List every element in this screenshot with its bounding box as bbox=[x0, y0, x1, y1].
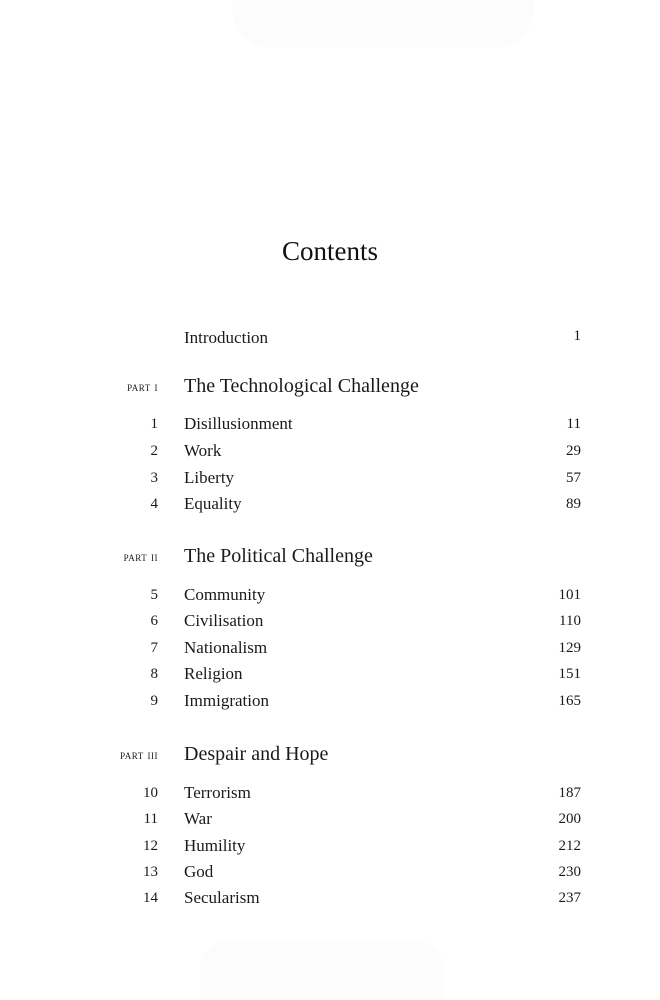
chapter-number: 1 bbox=[150, 416, 158, 432]
toc-entry[interactable] bbox=[0, 691, 660, 715]
chapter-number: 5 bbox=[150, 587, 158, 603]
entry-page: 89 bbox=[566, 496, 581, 512]
part-title: The Political Challenge bbox=[184, 545, 373, 567]
entry-label: Work bbox=[184, 441, 222, 460]
chapter-number: 12 bbox=[143, 838, 158, 854]
toc-entry[interactable] bbox=[0, 888, 660, 912]
toc-entry[interactable] bbox=[0, 638, 660, 662]
entry-label: God bbox=[184, 862, 214, 881]
chapter-number: 6 bbox=[150, 613, 158, 629]
chapter-number: 9 bbox=[150, 693, 158, 709]
page-smudge-top bbox=[232, 0, 534, 48]
entry-page: 57 bbox=[566, 470, 581, 486]
part-heading bbox=[0, 375, 660, 399]
part-label: part iii bbox=[120, 747, 158, 762]
entry-label: Terrorism bbox=[184, 783, 251, 802]
toc-entry[interactable] bbox=[0, 414, 660, 438]
entry-page: 212 bbox=[558, 838, 581, 854]
toc-entry[interactable] bbox=[0, 783, 660, 807]
entry-page: 29 bbox=[566, 443, 581, 459]
chapter-number: 2 bbox=[150, 443, 158, 459]
part-label: part i bbox=[127, 379, 158, 394]
chapter-number: 8 bbox=[150, 666, 158, 682]
toc-entry[interactable] bbox=[0, 611, 660, 635]
chapter-number: 3 bbox=[150, 470, 158, 486]
toc-entry[interactable] bbox=[0, 441, 660, 465]
toc-entry[interactable] bbox=[0, 664, 660, 688]
chapter-number: 4 bbox=[150, 496, 158, 512]
toc-entry[interactable] bbox=[0, 468, 660, 492]
toc-entry[interactable] bbox=[0, 494, 660, 518]
chapter-number: 13 bbox=[143, 864, 158, 880]
part-heading bbox=[0, 545, 660, 569]
entry-label: Disillusionment bbox=[184, 414, 293, 433]
chapter-number: 10 bbox=[143, 785, 158, 801]
chapter-number: 7 bbox=[150, 640, 158, 656]
toc-entry[interactable] bbox=[0, 862, 660, 886]
entry-label: Equality bbox=[184, 494, 242, 513]
toc-entry[interactable] bbox=[0, 809, 660, 833]
entry-label: Civilisation bbox=[184, 611, 264, 630]
chapter-number: 14 bbox=[143, 890, 158, 906]
entry-page: 151 bbox=[558, 666, 581, 682]
toc-entry[interactable] bbox=[0, 585, 660, 609]
page-smudge-bottom bbox=[200, 940, 444, 1000]
entry-label: Community bbox=[184, 585, 266, 604]
entry-label: Nationalism bbox=[184, 638, 268, 657]
entry-label: Religion bbox=[184, 664, 243, 683]
entry-label: Liberty bbox=[184, 468, 235, 487]
entry-page: 129 bbox=[558, 640, 581, 656]
entry-page: 237 bbox=[558, 890, 581, 906]
toc-entry[interactable] bbox=[0, 836, 660, 860]
page-title: Contents bbox=[281, 236, 378, 266]
toc-entry-introduction[interactable] bbox=[0, 328, 660, 352]
entry-label: War bbox=[184, 809, 212, 828]
entry-label: Secularism bbox=[184, 888, 260, 907]
part-title: Despair and Hope bbox=[184, 743, 329, 765]
entry-page: 101 bbox=[558, 587, 581, 603]
entry-page: 230 bbox=[558, 864, 581, 880]
entry-page: 200 bbox=[558, 811, 581, 827]
entry-page: 165 bbox=[558, 693, 581, 709]
entry-page: 1 bbox=[573, 328, 581, 344]
part-heading bbox=[0, 743, 660, 767]
entry-page: 187 bbox=[558, 785, 581, 801]
entry-label: Introduction bbox=[184, 328, 269, 347]
chapter-number: 11 bbox=[143, 811, 158, 827]
entry-label: Immigration bbox=[184, 691, 269, 710]
part-label: part ii bbox=[123, 549, 158, 564]
entry-page: 110 bbox=[559, 613, 581, 629]
entry-label: Humility bbox=[184, 836, 246, 855]
entry-page: 11 bbox=[566, 416, 581, 432]
part-title: The Technological Challenge bbox=[184, 375, 419, 397]
